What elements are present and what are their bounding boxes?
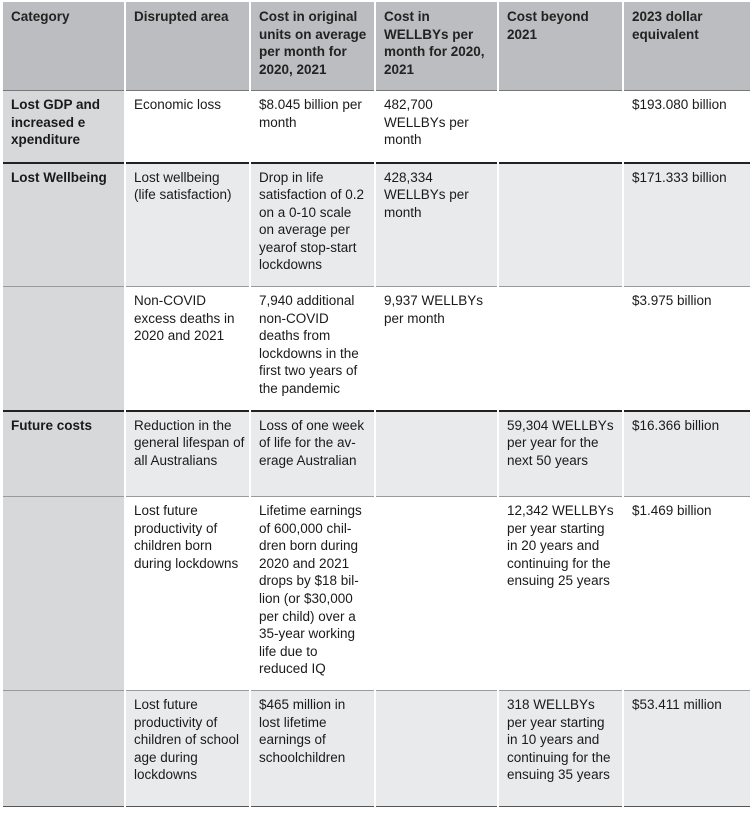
beyond-2021-cell [498, 163, 623, 287]
beyond-2021-cell: 59,304 WELLBYs per year for the next 50 years [498, 411, 623, 497]
table-row [3, 497, 750, 691]
original-units-cell: 7,940 additional non-COVID deaths from lockdowns in the first two years of the pandemic [250, 287, 375, 411]
wellbys-cell: 428,334 WELLBYs per month [375, 163, 498, 287]
header-disrupted-area: Disrupted area [125, 2, 250, 91]
beyond-2021-cell [498, 287, 623, 411]
header-wellbys: Cost in WELLBYs per month for 2020, 2021 [375, 2, 498, 91]
category-cell: Lost GDP and increased e xpenditure [3, 91, 125, 163]
disrupted-area-cell: Reduction in the general lifespan of all Australians [125, 411, 250, 497]
header-beyond-2021: Cost beyond 2021 [498, 2, 623, 91]
beyond-2021-cell [498, 91, 623, 163]
table-header [3, 2, 750, 91]
header-category: Category [3, 2, 125, 91]
header-row [3, 2, 750, 91]
disrupted-area-cell: Non-COVID excess deaths in 2020 and 2021 [125, 287, 250, 411]
disrupted-area-cell: Lost future productivity of children of school age during lockdowns [125, 691, 250, 807]
category-cell: Future costs [3, 411, 125, 497]
wellbys-cell [375, 411, 498, 497]
category-cell [3, 497, 125, 691]
dollar-equivalent-cell: $171.333 billion [623, 163, 750, 287]
category-cell [3, 691, 125, 807]
original-units-cell: Drop in life satisfaction of 0.2 on a 0-10 scale on average per yearof stop-start lockdowns [250, 163, 375, 287]
table-row [3, 411, 750, 497]
wellbys-cell [375, 691, 498, 807]
disrupted-area-cell: Lost future productivity of children born during lockdowns [125, 497, 250, 691]
wellbys-cell: 9,937 WELLBYs per month [375, 287, 498, 411]
dollar-equivalent-cell: $1.469 billion [623, 497, 750, 691]
table-row [3, 691, 750, 807]
header-original-units: Cost in original units on average per month for 2020, 2021 [250, 2, 375, 91]
wellbys-cell [375, 497, 498, 691]
lockdown-cost-table [3, 2, 750, 807]
dollar-equivalent-cell: $3.975 billion [623, 287, 750, 411]
table-body [3, 91, 750, 807]
dollar-equivalent-cell: $193.080 billion [623, 91, 750, 163]
original-units-cell: $465 million in lost lifetime earnings of schoolchildren [250, 691, 375, 807]
header-dollar-equivalent: 2023 dollar equivalent [623, 2, 750, 91]
dollar-equivalent-cell: $53.411 million [623, 691, 750, 807]
table-row [3, 287, 750, 411]
beyond-2021-cell: 12,342 WELLBYs per year starting in 20 years and continuing for the ensuing 25 years [498, 497, 623, 691]
original-units-cell: $8.045 billion per month [250, 91, 375, 163]
table-row [3, 91, 750, 163]
disrupted-area-cell: Lost wellbeing (life satisfaction) [125, 163, 250, 287]
beyond-2021-cell: 318 WELLBYs per year starting in 10 years and continuing for the ensuing 35 years [498, 691, 623, 807]
category-cell [3, 287, 125, 411]
disrupted-area-cell: Economic loss [125, 91, 250, 163]
wellbys-cell: 482,700 WELLBYs per month [375, 91, 498, 163]
dollar-equivalent-cell: $16.366 billion [623, 411, 750, 497]
category-cell: Lost Wellbeing [3, 163, 125, 287]
table-row [3, 163, 750, 287]
original-units-cell: Loss of one week of life for the av-erage Australian [250, 411, 375, 497]
original-units-cell: Lifetime earnings of 600,000 chil-dren born during 2020 and 2021 drops by $18 bil-lion (or $30,000 per child) over a 35-year working life due to reduced IQ [250, 497, 375, 691]
